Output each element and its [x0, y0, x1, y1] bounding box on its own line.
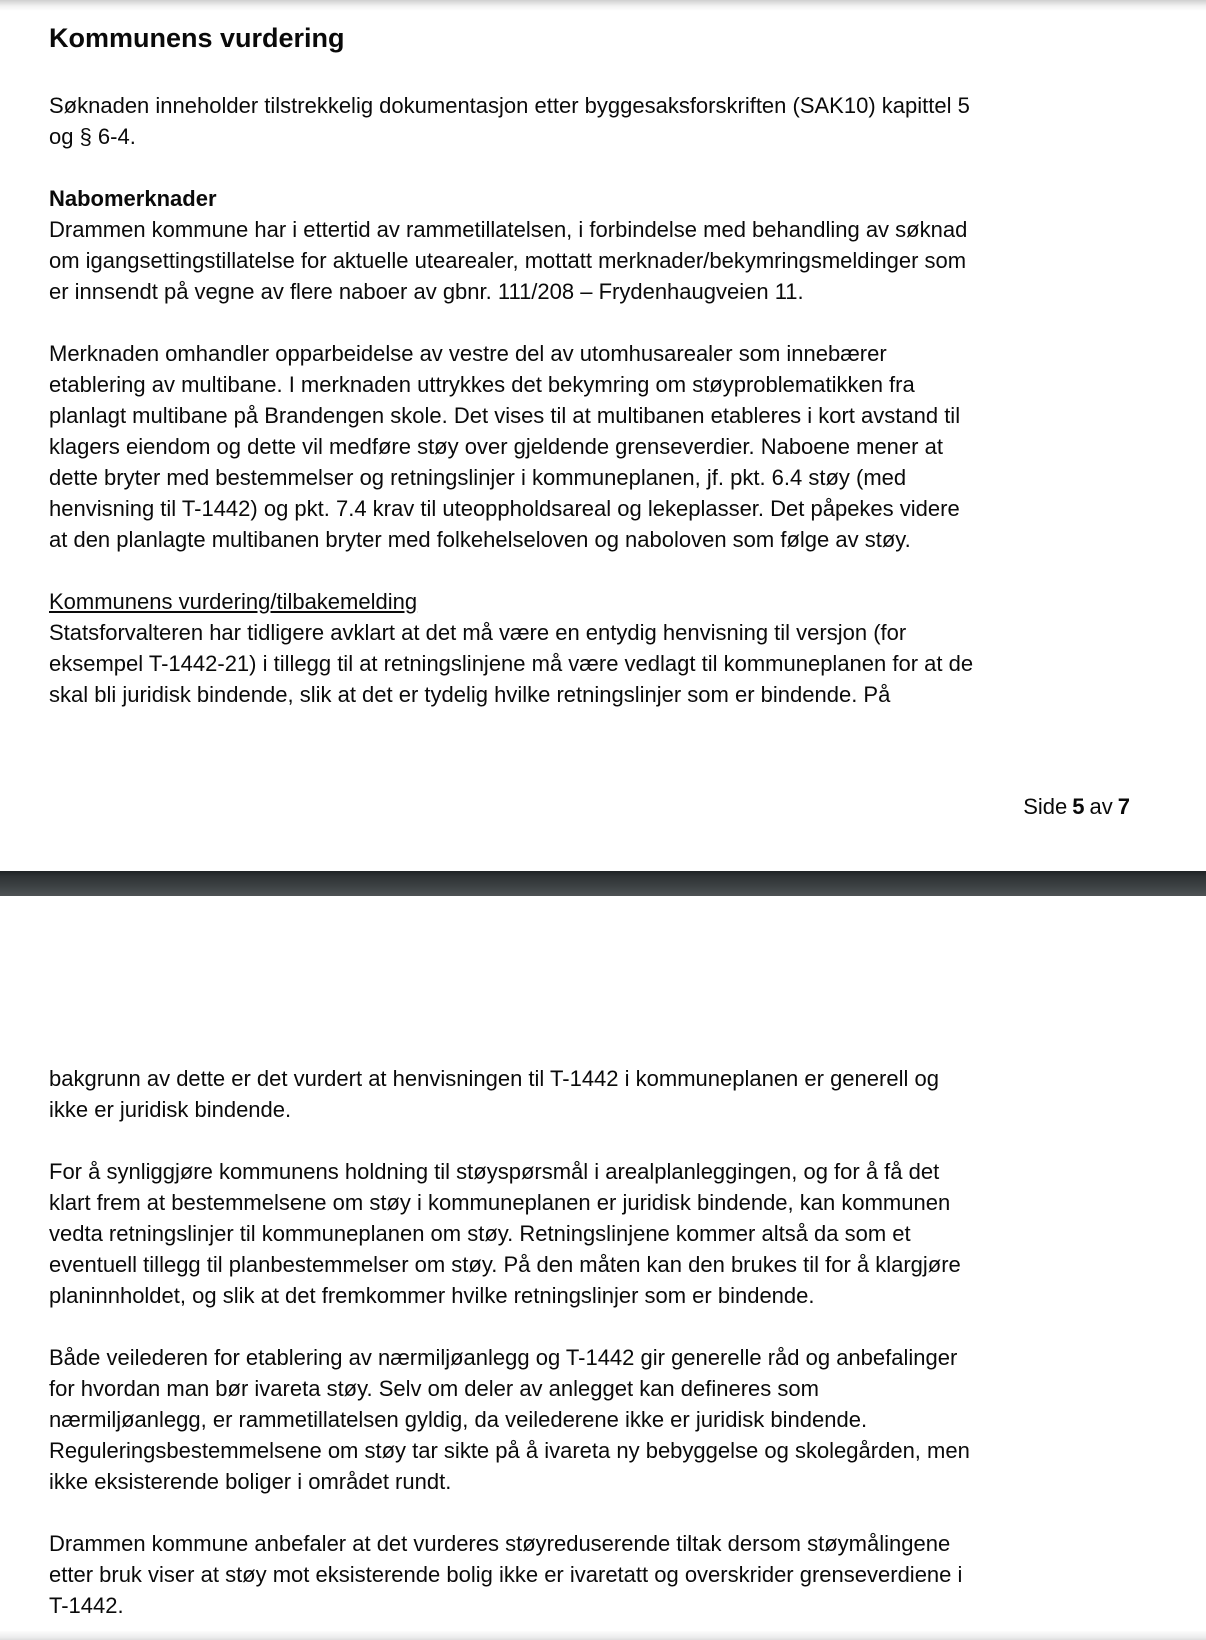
- text-line: skal bli juridisk bindende, slik at det er tydelig hvilke retningslinjer som er bindende. På: [49, 682, 891, 707]
- text-line: bakgrunn av dette er det vurdert at henvisningen til T-1442 i kommuneplanen er generell og: [49, 1066, 939, 1091]
- text-line: eksempel T-1442-21) i tillegg til at retningslinjene må være vedlagt til kommuneplanen for at de: [49, 651, 974, 676]
- text-line: at den planlagte multibanen bryter med folkehelseloven og naboloven som følge av støy.: [49, 527, 911, 552]
- text-line: henvisning til T-1442) og pkt. 7.4 krav til uteoppholdsareal og lekeplasser. Det påpekes videre: [49, 496, 960, 521]
- page-footer-label: Side: [1023, 794, 1068, 819]
- page-footer-separator: av: [1089, 794, 1113, 819]
- text-line: om igangsettingstillatelse for aktuelle utearealer, mottatt merknader/bekymringsmeldinger som: [49, 248, 967, 273]
- merknaden-paragraph: [49, 338, 1121, 555]
- intro-paragraph: [49, 90, 1121, 152]
- text-line: Drammen kommune anbefaler at det vurderes støyreduserende tiltak dersom støymålingene: [49, 1531, 951, 1556]
- vurdering-section: [49, 586, 1121, 710]
- text-line: Drammen kommune har i ettertid av rammetillatelsen, i forbindelse med behandling av søknad: [49, 217, 968, 242]
- text-line: klart frem at bestemmelsene om støy i kommuneplanen er juridisk bindende, kan kommunen: [49, 1190, 951, 1215]
- text-line: Søknaden inneholder tilstrekkelig dokumentasjon etter byggesaksforskriften (SAK10) kapittel 5: [49, 93, 970, 118]
- text-line: Reguleringsbestemmelsene om støy tar sikte på å ivareta ny bebyggelse og skolegården, men: [49, 1438, 970, 1463]
- text-line: Merknaden omhandler opparbeidelse av vestre del av utomhusarealer som innebærer: [49, 341, 887, 366]
- text-line: nærmiljøanlegg, er rammetillatelsen gyldig, da veilederene ikke er juridisk bindende.: [49, 1407, 868, 1432]
- text-line: klagers eiendom og dette vil medføre støy over gjeldende grenseverdier. Naboene mener at: [49, 434, 943, 459]
- anbefaling-paragraph: [49, 1528, 1121, 1621]
- text-line: er innsendt på vegne av flere naboer av gbnr. 111/208 – Frydenhaugveien 11.: [49, 279, 804, 304]
- text-line: Statsforvalteren har tidligere avklart at det må være en entydig henvisning til versjon (for: [49, 620, 907, 645]
- text-line: dette bryter med bestemmelser og retningslinjer i kommuneplanen, jf. pkt. 6.4 støy (med: [49, 465, 907, 490]
- text-line: etablering av multibane. I merknaden uttrykkes det bekymring om støyproblematikken fra: [49, 372, 915, 397]
- text-line: ikke er juridisk bindende.: [49, 1097, 292, 1122]
- page-footer-total: 7: [1117, 794, 1130, 819]
- text-line: planlagt multibane på Brandengen skole. Det vises til at multibanen etableres i kort avstand til: [49, 403, 961, 428]
- viewport-top-shadow: [0, 0, 1206, 11]
- page-6-content: [49, 1063, 1121, 1621]
- bakgrunn-paragraph: [49, 1063, 1121, 1125]
- text-line: planinnholdet, og slik at det fremkommer hvilke retningslinjer som er bindende.: [49, 1283, 815, 1308]
- text-line: T-1442.: [49, 1593, 124, 1618]
- text-line: ikke eksisterende boliger i området rundt.: [49, 1469, 452, 1494]
- section-heading: Kommunens vurdering/tilbakemelding: [49, 589, 418, 614]
- text-line: etter bruk viser at støy mot eksisterende bolig ikke er ivaretatt og overskrider grenseverdiene i: [49, 1562, 963, 1587]
- veilederen-paragraph: [49, 1342, 1121, 1497]
- text-line: Både veilederen for etablering av nærmiljøanlegg og T-1442 gir generelle råd og anbefalinger: [49, 1345, 958, 1370]
- text-line: eventuell tillegg til planbestemmelser om støy. På den måten kan den brukes til for å klargjøre: [49, 1252, 961, 1277]
- text-line: og § 6-4.: [49, 124, 136, 149]
- section-heading: Nabomerknader: [49, 186, 217, 211]
- next-page-separator-edge: [0, 1631, 1206, 1640]
- text-line: For å synliggjøre kommunens holdning til støyspørsmål i arealplanleggingen, og for å få det: [49, 1159, 940, 1184]
- text-line: vedta retningslinjer til kommuneplanen om støy. Retningslinjene kommer altså da som et: [49, 1221, 911, 1246]
- page-5-content: [49, 22, 1121, 710]
- synliggjore-paragraph: [49, 1156, 1121, 1311]
- page-number-footer: [1023, 791, 1130, 822]
- page-separator-bar: [0, 871, 1206, 896]
- nabomerknader-section: [49, 183, 1121, 307]
- page-footer-current: 5: [1072, 794, 1085, 819]
- text-line: for hvordan man bør ivareta støy. Selv om deler av anlegget kan defineres som: [49, 1376, 819, 1401]
- page-title: Kommunens vurdering: [49, 23, 345, 53]
